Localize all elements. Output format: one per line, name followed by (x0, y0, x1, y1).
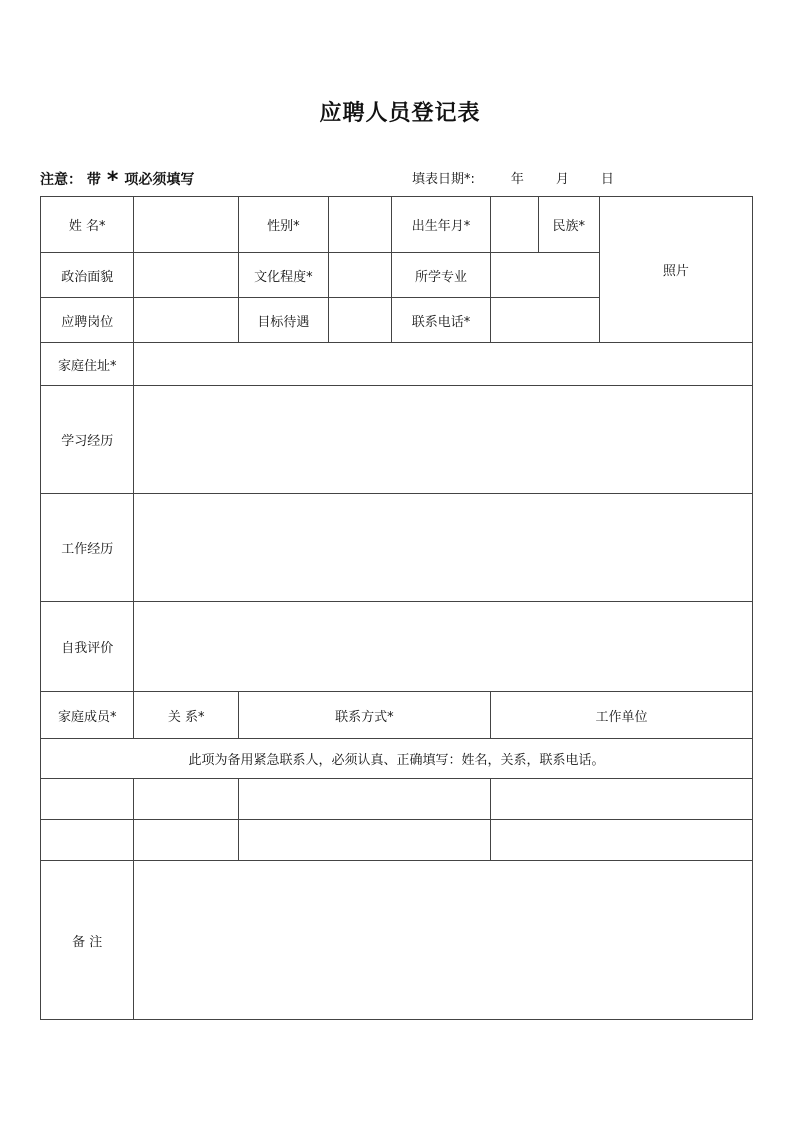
work-label: 工作经历 (41, 494, 134, 602)
address-field[interactable] (134, 343, 753, 386)
page-title: 应聘人员登记表 (319, 101, 481, 126)
address-label: 家庭住址* (41, 343, 134, 386)
birth-label: 出生年月* (392, 197, 491, 253)
major-label: 所学专业 (392, 253, 491, 298)
education-label: 文化程度* (238, 253, 328, 298)
gender-field[interactable] (329, 197, 392, 253)
fill-date (412, 168, 614, 187)
date-day: 日 (600, 172, 614, 187)
family-name-field[interactable] (41, 779, 134, 820)
required-notice (40, 166, 194, 191)
family-relation-field[interactable] (134, 779, 238, 820)
political-label: 政治面貌 (41, 253, 134, 298)
workplace-header: 工作单位 (490, 692, 752, 739)
family-contact-field[interactable] (238, 820, 490, 861)
family-relation-field[interactable] (134, 820, 238, 861)
ethnicity-label: 民族* (538, 197, 599, 253)
name-label: 姓 名* (41, 197, 134, 253)
political-field[interactable] (134, 253, 238, 298)
photo-box[interactable]: 照片 (599, 197, 752, 343)
family-workplace-field[interactable] (490, 820, 752, 861)
education-field[interactable] (329, 253, 392, 298)
remarks-field[interactable] (134, 861, 753, 1020)
salary-label: 目标待遇 (238, 298, 328, 343)
work-field[interactable] (134, 494, 753, 602)
study-field[interactable] (134, 386, 753, 494)
notice-prefix: 注意： 带 (40, 171, 101, 188)
salary-field[interactable] (329, 298, 392, 343)
registration-form-table (40, 196, 753, 1020)
relation-header: 关 系* (134, 692, 238, 739)
name-field[interactable] (134, 197, 238, 253)
phone-field[interactable] (490, 298, 599, 343)
emergency-note: 此项为备用紧急联系人，必须认真、正确填写：姓名，关系，联系电话。 (41, 739, 753, 779)
required-star-icon: * (106, 168, 119, 193)
gender-label: 性别* (238, 197, 328, 253)
notice-suffix: 项必须填写 (124, 171, 195, 188)
remarks-label: 备 注 (41, 861, 134, 1020)
position-label: 应聘岗位 (41, 298, 134, 343)
study-label: 学习经历 (41, 386, 134, 494)
family-contact-field[interactable] (238, 779, 490, 820)
family-workplace-field[interactable] (490, 779, 752, 820)
family-name-field[interactable] (41, 820, 134, 861)
contact-header: 联系方式* (238, 692, 490, 739)
date-label: 填表日期*: (412, 172, 475, 187)
phone-label: 联系电话* (392, 298, 491, 343)
date-month: 月 (555, 172, 569, 187)
major-field[interactable] (490, 253, 599, 298)
self-eval-field[interactable] (134, 602, 753, 692)
position-field[interactable] (134, 298, 238, 343)
birth-field[interactable] (490, 197, 538, 253)
date-year: 年 (510, 172, 524, 187)
self-eval-label: 自我评价 (41, 602, 134, 692)
family-label: 家庭成员* (41, 692, 134, 739)
